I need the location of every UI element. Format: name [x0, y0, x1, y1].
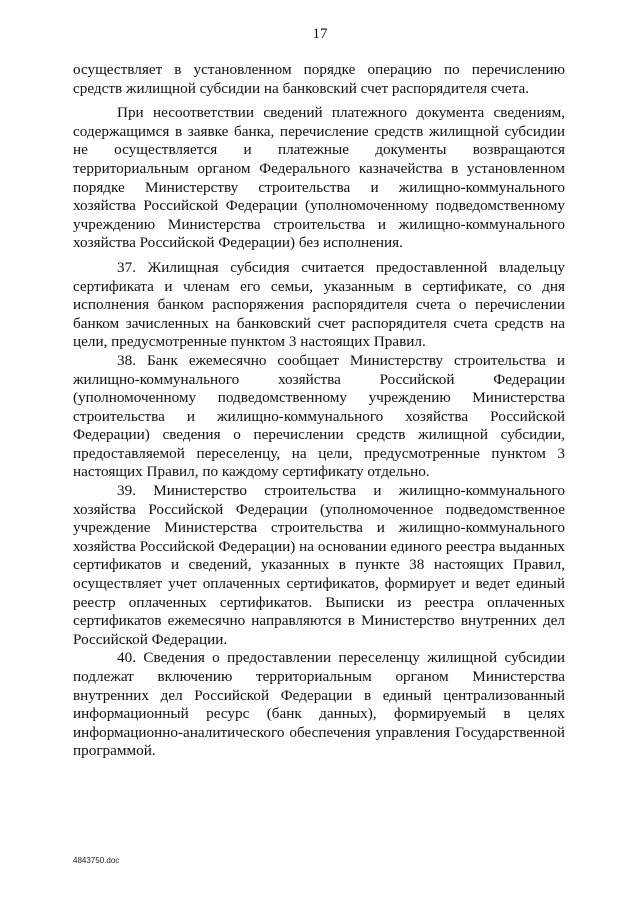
paragraph-mismatch-rule: При несоответствии сведений платежного документа сведениям, содержащимся в заявке банка, перечисление средств жилищной субсидии не осуществляется и платежные документы возвращаются территориальным органом Федерального казначейства в установленном порядке Министерству строительства и жилищно-коммунального хозяйства Российской Федерации (уполномоченному подведомственному учреждению Министерства строительства и жилищно-коммунального хозяйства Российской Федерации) без исполнения. [73, 104, 565, 252]
document-body [73, 61, 565, 761]
paragraph-continuation: осуществляет в установленном порядке операцию по перечислению средств жилищной субсидии на банковский счет распорядителя счета. [73, 61, 565, 97]
paragraph-37: 37. Жилищная субсидия считается предоставленной владельцу сертификата и членам его семьи, указанным в сертификате, со дня исполнения банком распоряжения распорядителя счета о перечислении банком зачисленных на банковский счет распорядителя счета средств на цели, предусмотренные пунктом 3 настоящих Правил. [73, 258, 565, 351]
paragraph-40: 40. Сведения о предоставлении переселенцу жилищной субсидии подлежат включению территориальным органом Министерства внутренних дел Российской Федерации в единый централизованный информационный ресурс (банк данных), формируемый в целях информационно-аналитического обеспечения управления Государственной программой. [73, 649, 565, 760]
paragraph-39: 39. Министерство строительства и жилищно-коммунального хозяйства Российской Федерации (уполномоченное подведомственное учреждение Министерства строительства и жилищно-коммунального хозяйства Российской Федерации) на основании единого реестра выданных сертификатов и сведений, указанных в пункте 38 настоящих Правил, осуществляет учет оплаченных сертификатов, формирует и ведет единый реестр оплаченных сертификатов. Выписки из реестра оплаченных сертификатов ежемесячно направляются в Министерство внутренних дел Российской Федерации. [73, 482, 565, 648]
page-number: 17 [312, 26, 328, 42]
file-name-footer: 4843750.doc [73, 856, 120, 865]
paragraph-38: 38. Банк ежемесячно сообщает Министерству строительства и жилищно-коммунального хозяйства Российской Федерации (уполномоченному подведомственному учреждению Министерства строительства и жилищно-коммунального хозяйства Российской Федерации) сведения о перечислении средств жилищной субсидии, предоставляемой переселенцу, на цели, предусмотренные пунктом 3 настоящих Правил, по каждому сертификату отдельно. [73, 351, 565, 481]
